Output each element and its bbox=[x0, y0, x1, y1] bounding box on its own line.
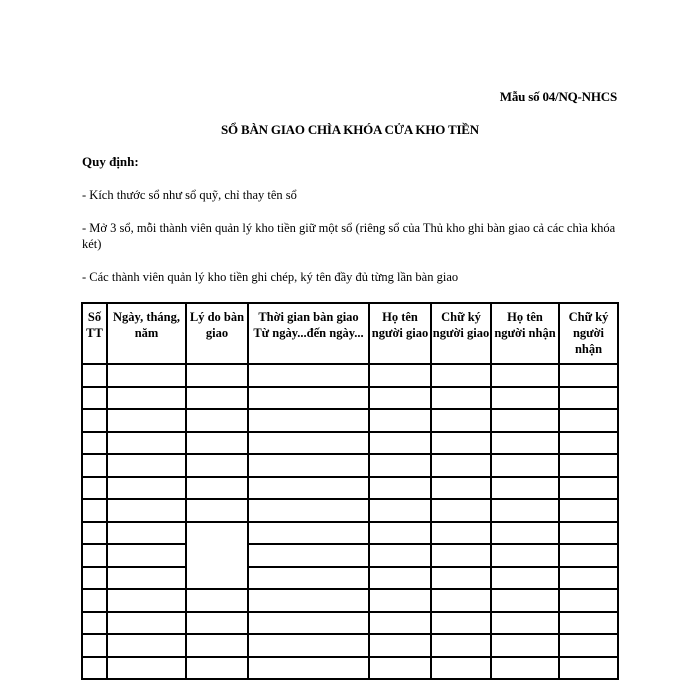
rule-item: - Các thành viên quản lý kho tiền ghi chép, ký tên đầy đủ từng lần bàn giao bbox=[82, 270, 459, 284]
table-row bbox=[82, 477, 618, 500]
table-row bbox=[82, 499, 618, 522]
table-row bbox=[82, 657, 618, 680]
table-row bbox=[82, 544, 618, 567]
table-row bbox=[82, 454, 618, 477]
table-row bbox=[82, 432, 618, 455]
col-header-date: Ngày, tháng, năm bbox=[107, 303, 186, 364]
table-header-row bbox=[82, 303, 618, 364]
table-row bbox=[82, 589, 618, 612]
rules-heading: Quy định: bbox=[82, 154, 139, 169]
col-header-period: Thời gian bàn giao Từ ngày...đến ngày... bbox=[248, 303, 369, 364]
document-title: SỔ BÀN GIAO CHÌA KHÓA CỬA KHO TIỀN bbox=[221, 122, 479, 137]
table-row bbox=[82, 522, 618, 545]
col-header-giver-name: Họ tên người giao bbox=[369, 303, 431, 364]
col-header-no: Số TT bbox=[82, 303, 107, 364]
merged-reason-cell bbox=[186, 522, 248, 590]
col-header-reason: Lý do bàn giao bbox=[186, 303, 248, 364]
table-row bbox=[82, 409, 618, 432]
table-row bbox=[82, 634, 618, 657]
form-code: Mẫu số 04/NQ-NHCS bbox=[499, 89, 617, 104]
rule-item: - Mở 3 sổ, mỗi thành viên quản lý kho tiền giữ một sổ (riêng sổ của Thủ kho ghi bàn giao cả các chìa khóa két) bbox=[82, 221, 616, 251]
table-row bbox=[82, 387, 618, 410]
col-header-giver-signature: Chữ ký người giao bbox=[431, 303, 491, 364]
table-row bbox=[82, 567, 618, 590]
table-row bbox=[82, 364, 618, 387]
col-header-receiver-signature: Chữ ký người nhận bbox=[559, 303, 618, 364]
handover-table bbox=[81, 302, 619, 680]
table-row bbox=[82, 612, 618, 635]
rule-item: - Kích thước sổ như sổ quỹ, chỉ thay tên sổ bbox=[82, 188, 297, 202]
col-header-receiver-name: Họ tên người nhận bbox=[491, 303, 559, 364]
